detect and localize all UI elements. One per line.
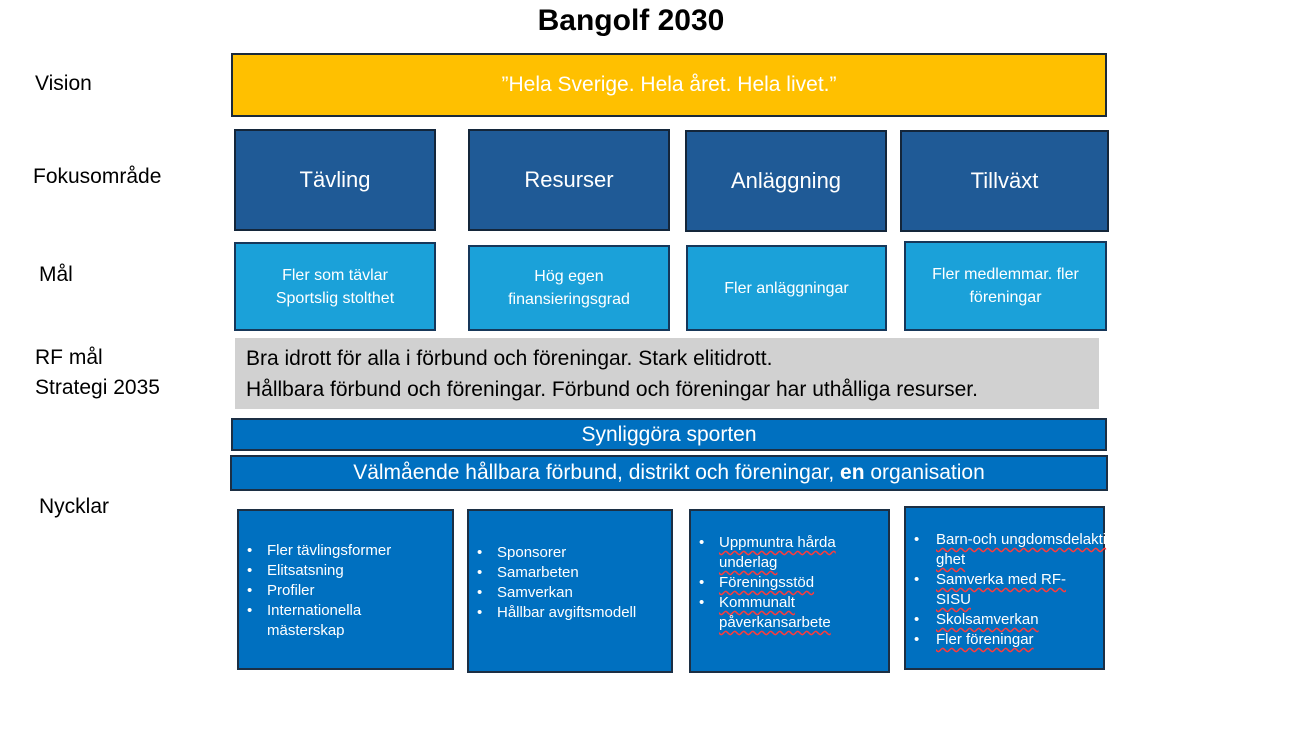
keys-list <box>239 541 452 641</box>
goal-line: Hög egen <box>534 268 604 285</box>
list-item-text: Samverka med RF-SISU <box>936 571 1067 608</box>
list-item: • Elitsatsning <box>239 561 452 581</box>
list-item <box>691 573 888 593</box>
focus-label: Tillväxt <box>970 168 1039 193</box>
focus-label: Anläggning <box>730 168 842 193</box>
list-item <box>906 530 1108 570</box>
goal-box-tavling <box>234 242 436 331</box>
list-item-text: Barn-och ungdomsdelaktighet <box>936 531 1107 568</box>
list-item: • Samverkan <box>469 583 671 603</box>
row-label-rf-line2: Strategi 2035 <box>35 376 160 399</box>
keys-box-anlaggning <box>689 509 890 673</box>
list-item-text: Skolsamverkan <box>936 611 1039 628</box>
synliggora-bar <box>231 418 1107 451</box>
list-item-text: Kommunalt påverkansarbete <box>719 594 831 631</box>
list-item: • Samarbeten <box>469 563 671 583</box>
goal-box-anlaggning <box>686 245 887 331</box>
list-item: • Sponsorer <box>469 543 671 563</box>
goal-line: Sportslig stolthet <box>275 289 395 307</box>
row-label-vision: Vision <box>35 72 92 95</box>
goal-line: finansieringsgrad <box>508 291 630 308</box>
focus-label: Tävling <box>299 167 371 192</box>
rf-goal-line: Bra idrott för alla i förbund och föreningar. Stark elitidrott. <box>246 347 773 370</box>
list-item <box>906 630 1103 650</box>
keys-list <box>469 543 671 623</box>
focus-label: Resurser <box>524 167 614 192</box>
row-label-rf-line1: RF mål <box>35 346 103 369</box>
keys-list <box>691 533 888 633</box>
focus-box-tillvaxt <box>900 130 1109 232</box>
list-item-text: Föreningsstöd <box>719 574 815 591</box>
focus-box-tavling <box>234 129 436 231</box>
list-item: • Hållbar avgiftsmodell <box>469 603 671 623</box>
list-item <box>906 610 1103 630</box>
synliggora-text: Synliggöra sporten <box>581 422 757 446</box>
keys-box-tillvaxt <box>904 506 1105 670</box>
valmaende-text-before: Välmående hållbara förbund, distrikt och föreningar, <box>353 461 835 484</box>
valmaende-text-after: organisation <box>870 461 985 484</box>
list-item-text: Fler föreningar <box>936 631 1034 648</box>
goal-line: Fler anläggningar <box>724 279 849 297</box>
keys-box-tavling <box>237 509 454 670</box>
goal-box-tillvaxt <box>904 241 1107 331</box>
page-title: Bangolf 2030 <box>537 4 725 37</box>
rf-goals-box <box>235 338 1099 409</box>
goal-line: Fler som tävlar <box>282 266 388 284</box>
list-item: • Internationella mästerskap <box>239 601 387 641</box>
list-item: • Profiler <box>239 581 452 601</box>
vision-text: ”Hela Sverige. Hela året. Hela livet.” <box>501 73 837 96</box>
goal-box-resurser <box>468 245 670 331</box>
row-label-rf <box>35 345 160 401</box>
list-item-text: Uppmuntra hårda underlag <box>719 534 836 571</box>
row-label-focus: Fokusområde <box>33 165 162 188</box>
keys-list <box>906 530 1107 650</box>
vision-box <box>231 53 1107 117</box>
keys-box-resurser <box>467 509 673 673</box>
focus-box-resurser <box>468 129 670 231</box>
rf-goal-line: Hållbara förbund och föreningar. Förbund och föreningar har uthålliga resurser. <box>246 378 978 401</box>
valmaende-bar <box>230 455 1108 491</box>
list-item <box>691 533 859 573</box>
focus-box-anlaggning <box>685 130 887 232</box>
goal-line: föreningar <box>969 289 1042 306</box>
list-item <box>906 570 1076 610</box>
list-item <box>691 593 859 633</box>
goal-line: Fler medlemmar. fler <box>932 266 1079 283</box>
list-item: • Fler tävlingsformer <box>239 541 452 561</box>
row-label-goals: Mål <box>39 263 73 286</box>
valmaende-text-bold: en <box>840 461 865 484</box>
row-label-keys: Nycklar <box>39 495 110 518</box>
